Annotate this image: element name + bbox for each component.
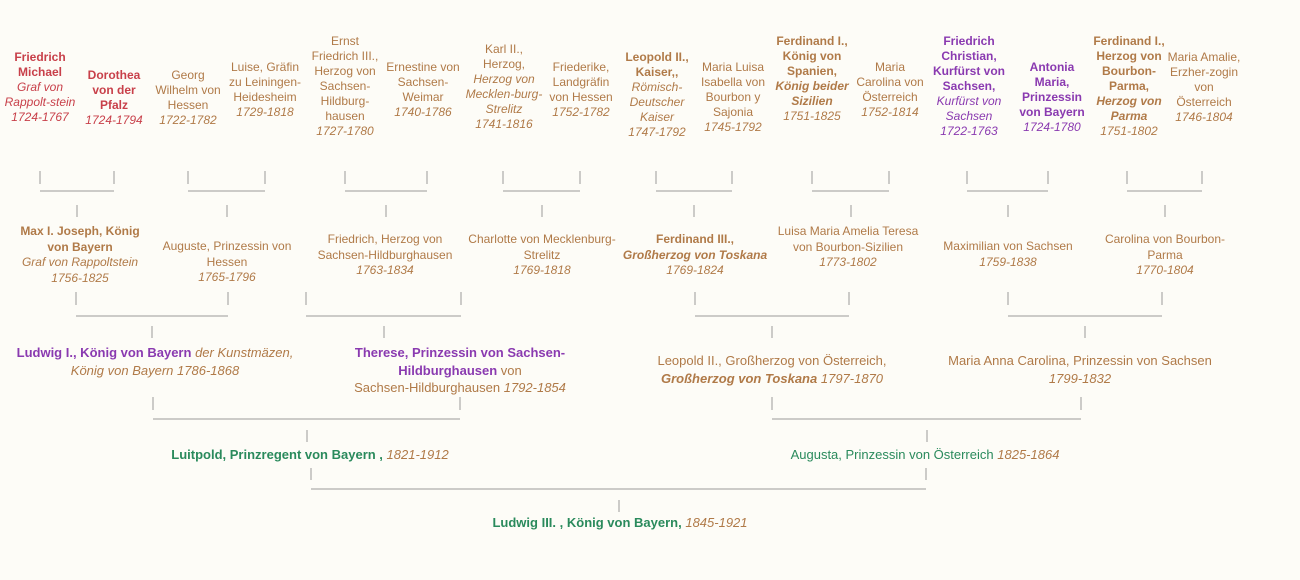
person-antonia-maria: Antonia Maria, Prinzessin von Bayern 1724-1780 (1019, 60, 1085, 134)
person-max-i-joseph: Max I. Joseph, König von Bayern Graf von Rappoltstein 1756-1825 (20, 224, 140, 285)
person-luise: Luise, Gräfin zu Leiningen-Heidesheim 1729-1818 (228, 60, 302, 119)
person-ferdinand-iii: Ferdinand III., Großherzog von Toskana 1769-1824 (622, 232, 768, 278)
person-ludwig-i: Ludwig I., König von Bayern der Kunstmäzen, König von Bayern 1786-1868 (16, 345, 294, 378)
person-ferdinand-i-parma: Ferdinand I., Herzog von Bourbon-Parma, Herzog von Parma 1751-1802 (1093, 34, 1165, 138)
person-carolina: Carolina von Bourbon-Parma 1770-1804 (1104, 232, 1226, 278)
person-friederike: Friederike, Landgräfin von Hessen 1752-1782 (549, 60, 613, 119)
person-auguste: Auguste, Prinzessin von Hessen 1765-1796 (162, 239, 292, 285)
person-luisa-maria-amelia: Luisa Maria Amelia Teresa von Bourbon-Sizilien 1773-1802 (777, 224, 919, 270)
person-maximilian: Maximilian von Sachsen 1759-1838 (943, 239, 1073, 269)
person-ferdinand-i-spanien: Ferdinand I., König von Spanien, König beider Sizilien 1751-1825 (775, 34, 849, 123)
person-ernestine: Ernestine von Sachsen-Weimar 1740-1786 (386, 60, 460, 119)
person-maria-anna-carolina: Maria Anna Carolina, Prinzessin von Sachsen 1799-1832 (948, 353, 1212, 386)
person-karl-ii: Karl II., Herzog, Herzog von Mecklen-burg-Strelitz 1741-1816 (465, 42, 543, 131)
person-dorothea: Dorothea von der Pfalz 1724-1794 (85, 68, 143, 127)
person-leopold-ii-grossherzog: Leopold II., Großherzog von Österreich, Großherzog von Toskana 1797-1870 (657, 353, 887, 386)
person-friedrich-christian: Friedrich Christian, Kurfürst von Sachsen, Kurfürst von Sachsen 1722-1763 (933, 34, 1005, 138)
person-augusta: Augusta, Prinzessin von Österreich 1825-1864 (790, 447, 1060, 462)
person-friedrich-michael: Friedrich Michael Graf von Rappolt-stein 1724-1767 (4, 50, 76, 124)
person-therese: Therese, Prinzessin von Sachsen-Hildburghausen von Sachsen-Hildburghausen 1792-1854 (354, 345, 566, 396)
person-leopold-ii-kaiser: Leopold II., Kaiser,, Römisch-Deutscher Kaiser 1747-1792 (625, 50, 689, 139)
person-luitpold: Luitpold, Prinzregent von Bayern , 1821-1912 (171, 447, 449, 462)
person-georg-wilhelm: Georg Wilhelm von Hessen 1722-1782 (155, 68, 221, 127)
person-maria-luisa: Maria Luisa Isabella von Bourbon y Sajonia 1745-1792 (700, 60, 766, 134)
person-ernst-friedrich: Ernst Friedrich III., Herzog von Sachsen-Hildburg-hausen 1727-1780 (311, 34, 379, 138)
person-maria-amalie: Maria Amalie, Erzher-zogin von Österreich 1746-1804 (1167, 50, 1241, 124)
person-friedrich-herzog: Friedrich, Herzog von Sachsen-Hildburghausen 1763-1834 (317, 232, 453, 278)
person-charlotte: Charlotte von Mecklenburg-Strelitz 1769-1818 (468, 232, 616, 278)
person-maria-carolina: Maria Carolina von Österreich 1752-1814 (856, 60, 924, 119)
person-ludwig-iii: Ludwig III. , König von Bayern, 1845-1921 (492, 515, 748, 530)
